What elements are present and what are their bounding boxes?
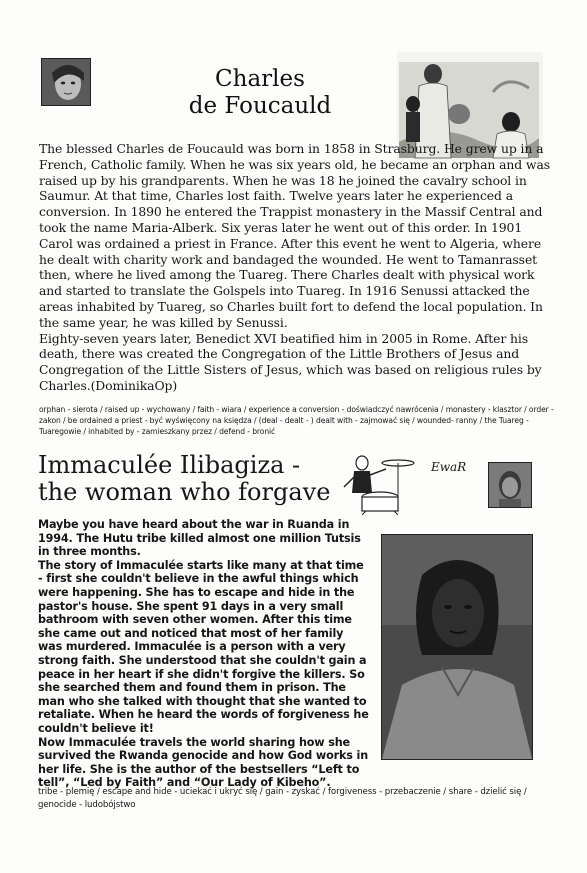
drummer-clipart xyxy=(340,453,420,515)
immaculee-paragraph-1: Maybe you have heard about the war in Ruanda in 1994. The Hutu tribe killed almost one million Tutsis in three months. xyxy=(38,518,361,559)
immaculee-article-body xyxy=(38,518,370,790)
charles-title-line1: Charles xyxy=(215,66,305,92)
charles-paragraph-1: The blessed Charles de Foucauld was born in 1858 in Strasburg. He grew up in a French, Catholic family. When he was six years old, he became an orphan and was raised up by his grandparents. When he was 18 he joined the cavalry school in Saumur. At that time, Charles lost faith. Twelve years later he experienced a conversion. In 1890 he entered the Trappist monastery in the Massif Central and took the name Maria-Alberk. Six yeras later he went out of this order. In 1901 Carol was ordained a priest in France. After this event he went to Algeria, where he dealt with charity work and bandaged the wounded. He went to Tamanrasset then, where he lived among the Tuareg. There Charles dealt with physical work and started to translate the Golspels into Tuareg. In 1916 Senussi attacked the areas inhabited by Tuareg, so Charles built fort to defend the local population. In the same year, he was killed by Senussi. xyxy=(39,141,550,330)
immaculee-title xyxy=(38,452,338,506)
immaculee-paragraph-3: Now Immaculée travels the world sharing how she survived the Rwanda genocide and how God works in her life. She is the author of the bestsellers “Left to tell”, “Led by Faith” and “Our Lady of Kibeho”. xyxy=(38,735,369,790)
girl-portrait-photo xyxy=(41,58,91,106)
immaculee-title-line2: the woman who forgave xyxy=(38,478,331,506)
immaculee-title-line1: Immaculée Ilibagiza - xyxy=(38,451,301,479)
charles-paragraph-2: Eighty-seven years later, Benedict XVI beatified him in 2005 in Rome. After his death, there was created the Congregation of the Little Brothers of Jesus and Congregation of the Little Sisters of Jesus, which was based on religious rules by Charles.(DominikaOp) xyxy=(39,330,542,393)
immaculee-large-portrait xyxy=(381,534,533,760)
immaculee-paragraph-2: The story of Immaculée starts like many at that time - first she couldn't believe in the awful things which were happening. She has to escape and hide in the pastor's house. She spent 91 days in a very small bathroom with seven other women. After this time she came out and noticed that most of her family was murdered. Immaculée is a person with a very strong faith. She understood that she couldn't gain a peace in her heart if she didn't forgive the killers. So she searched them and found them in prison. The man who she talked with thought that she wanted to retaliate. When he heard the words of forgiveness he couldn't believe it! xyxy=(38,558,369,735)
immaculee-glossary: tribe - plemię / escape and hide - uciekać i ukryć się / gain - zyskać / forgiveness - przebaczenie / share - dzielić się / genocide - ludobójstwo xyxy=(38,787,527,810)
author-signature: EwaR xyxy=(431,460,467,474)
charles-title xyxy=(150,66,370,120)
charles-glossary: orphan - sierota / raised up - wychowany / faith - wiara / experience a conversion - doświadczyć nawrócenia / monastery - klasztor / order - zakon / be ordained a priest - być wyświęcony na księdza / (deal - dealt - ) dealt with - zajmować się / wounded- ranny / the Tuareg - Tuaregowie / inhabited by - zamieszkany przez / defend - bronić xyxy=(39,405,554,436)
charles-title-line2: de Foucauld xyxy=(188,93,332,119)
charles-article-body xyxy=(39,141,559,394)
immaculee-small-portrait xyxy=(488,462,532,508)
